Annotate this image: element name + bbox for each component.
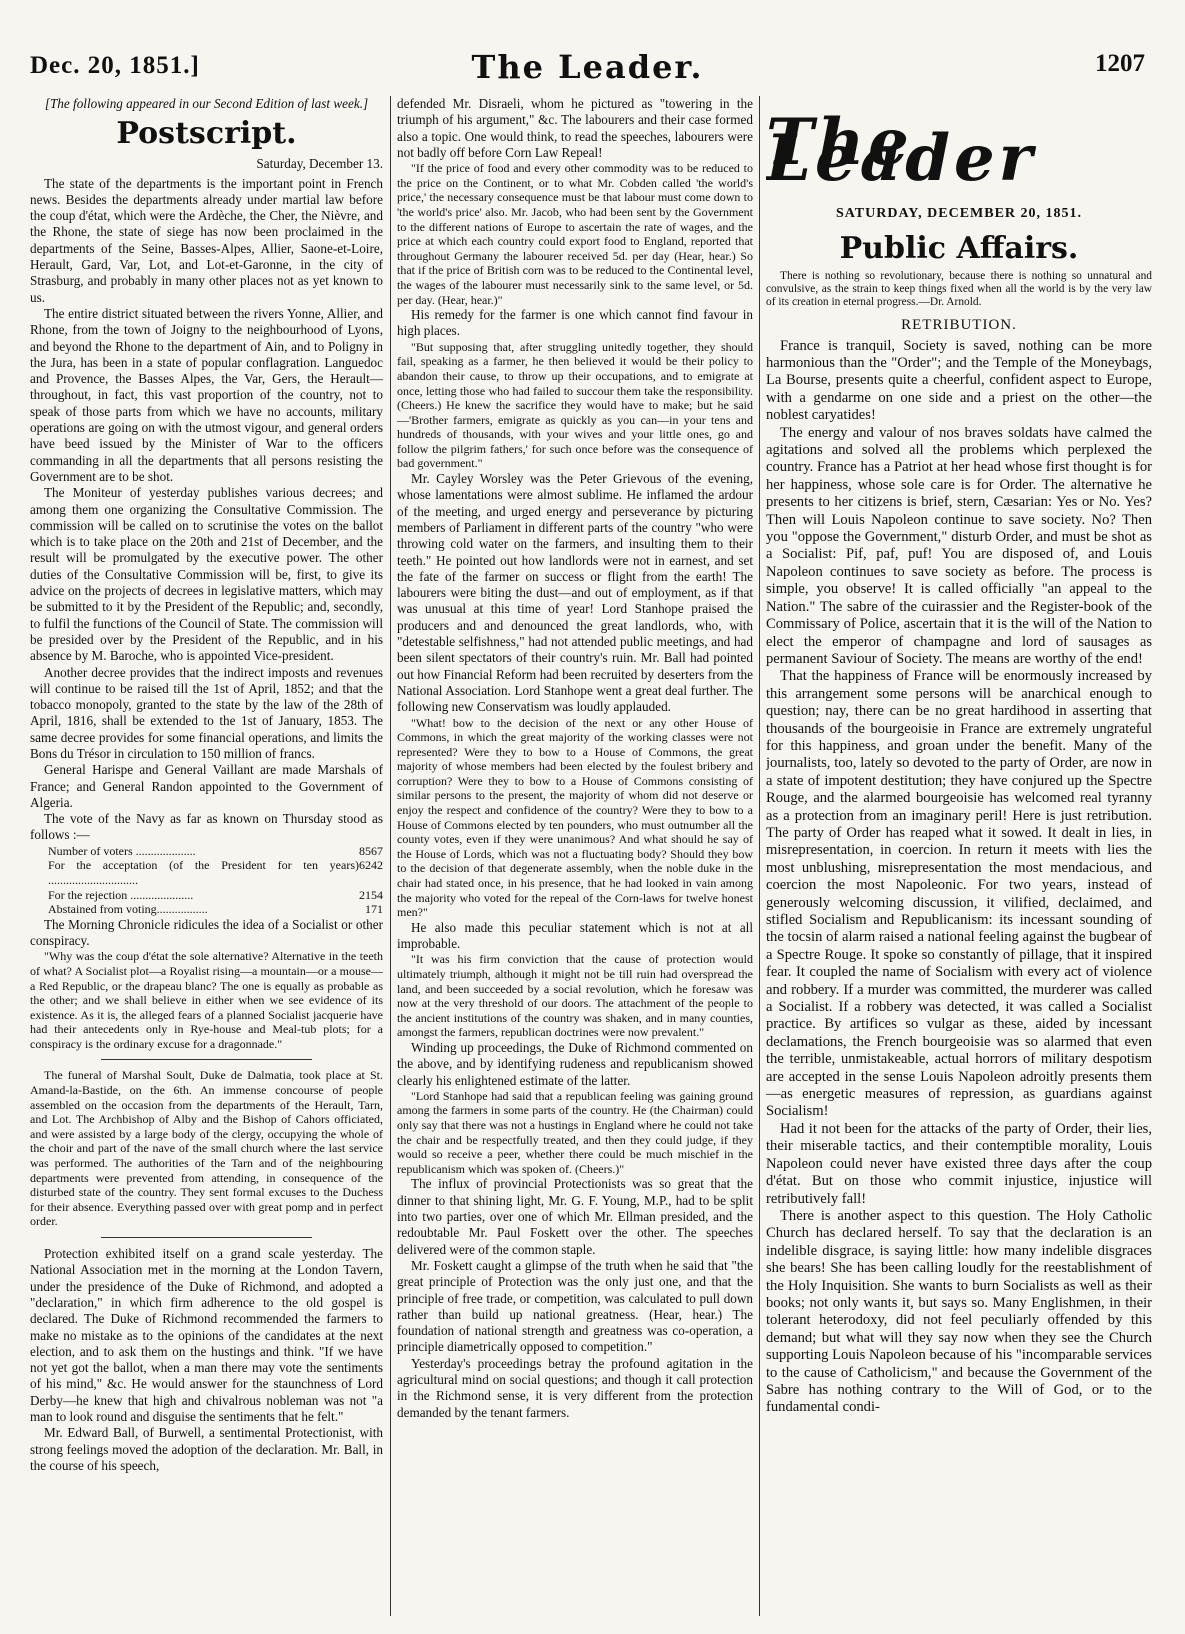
motto-quote: There is nothing so revolutionary, because there is nothing so unnatural and convulsive, as the strain to keep things fixed when all the world is by the very law of its creation in eternal progress.—Dr. Arnold. xyxy=(766,270,1152,309)
paragraph: Winding up proceedings, the Duke of Richmond commented on the above, and by identifying rudeness and republicanism showed clearly his enlightened estimate of the latter. xyxy=(397,1039,753,1088)
paragraph: The state of the departments is the important point in French news. Besides the departments already under martial law before the coup d'état, which were the Ardèche, the Cher, the Nièvre, and the Rhone, the state of siege has now been proclaimed in the departments of the Seine, Basses-Alpes, Allier, Saone-et-Loire, Herault, Gard, Var, Lot, and Lot-et-Garonne, in the city of Strasburg, and probably in many other places not as yet known to us. xyxy=(30,175,383,305)
quotation: "It was his firm conviction that the cause of protection would ultimately triumph, although it might not be till ruin had overspread the land, and been succeeded by a social revolution, which he foresaw was now at the very threshold of our doors. The attachment of the people to the ancient institutions of the country was shaken, and in many counties, amongst the farmers, republican doctrines were now prevalent." xyxy=(397,952,753,1040)
paragraph: The energy and valour of nos braves soldats have calmed the agitations and solved all the problems which perplexed the country. France has a Patriot at her head whose first thought is for her happiness, whose sole care is for Order. The alternative he presents to her citizens is brief, stern, Cæsarian: Yes or No. Yes? Then will Louis Napoleon continue to save society. No? Then you "oppose the Government," disturb Order, and must be shot as a Socialist: Pif, paf, puf! You are disposed of, and Louis Napoleon continues to save society as before. The process is simple, you observe! It is called officially "an appeal to the Nation." The sabre of the cuirassier and the Register-book of the Commissary of Police, ascertain that it is the will of the Nation to elect the emperor of champagne and lord of sausages as permanent Saviour of Society. The means are worthy of the end! xyxy=(766,424,1152,667)
section-divider xyxy=(101,1237,313,1238)
paragraph: Yesterday's proceedings betray the profound agitation in the agricultural mind on social questions; and though it call protection in the Richmond sense, it is very different from the protection demanded by the tenant farmers. xyxy=(397,1355,753,1420)
column-rule-2 xyxy=(759,96,760,1616)
column-3 xyxy=(766,96,1152,1616)
quotation: "Lord Stanhope had said that a republican feeling was gaining ground among the farmers in some parts of the country. He (the Chairman) could only say that there was not a hustings in England where he could not take the chair and be respectfully treated, and then they could judge, if they would so receive a peer, whether there could be much mischief in the republicanism which was spoken of. (Cheers.)" xyxy=(397,1088,753,1176)
navy-vote-table xyxy=(30,844,383,917)
postscript-dateline: Saturday, December 13. xyxy=(256,156,383,172)
article-heading: RETRIBUTION. xyxy=(901,317,1017,334)
leader-logo xyxy=(766,96,1152,206)
column-rule-1 xyxy=(390,96,391,1616)
section-divider xyxy=(101,1059,313,1060)
paragraph: That the happiness of France will be enormously increased by this arrangement some persons will be anarchical enough to question; nay, there can be no great hardihood in asserting that thousands of the bourgeoisie in France are extremely ungrateful for this happiness, and groan under the benefit. Many of the journalists, too, lately so devoted to the party of Order, are now in a state of impotent destitution; they have conjured up the Spectre Rouge, and the alarmed bourgeoisie has welcomed real tyranny as a protection from an imaginary peril! Here is just retribution. The party of Order has reaped what it sowed. It dealt in lies, in misrepresentation, in coercion. In return it meets with lies the most unblushing, misrepresentation the most mendacious, and coercion the most Napoleonic. For two years, instead of generously welcoming discussion, it vilified, declaimed, and stifled Socialism and Republicanism: its incessant sounding of the tocsin of alarm raised a national feeling against the bugbear of a Spectre Rouge. It spoke so constantly of pillage, that it inspired fear. It coupled the name of Socialism with every act of violence and robbery. If a murder was committed, the murderer was called a Socialist. If a robbery was detected, it was called a Socialist practice. By artifices so vulgar as these, aided by incessant declamations, the French bourgeoisie was so alarmed that even the terrible, unmistakeable, actual horrors of military despotism are accepted in the sense Louis Napoleon adroitly presents them—as energetic measures of repression, as guardians against Socialism! xyxy=(766,668,1152,1120)
masthead-title: The Leader. xyxy=(471,48,704,86)
quotation: "But supposing that, after struggling unitedly together, they should fail, speaking as a farmer, he then believed it would be their policy to abandon their cause, to throw up their occupations, and to emigrate at once, letting those who had failed to succour them take the responsibility. (Cheers.) He knew the sacrifice they would have to make; but he said—'Brother farmers, emigrate as quickly as you can—in your tens and hundreds of thousands, with your wives and your little ones, go and follow the pilgrim fathers,' for such once before was the consequence of bad government." xyxy=(397,339,753,471)
paragraph: The influx of provincial Protectionists was so great that the dinner to that shining light, Mr. G. F. Young, M.P., had to be split into two parties, over one of which Mr. Ellman presided, and the redoubtable Mr. Paul Foskett over the other. The speeches delivered were of the common staple. xyxy=(397,1176,753,1257)
vote-label: Abstained from voting................. xyxy=(48,902,208,917)
paragraph: The funeral of Marshal Soult, Duke de Dalmatia, took place at St. Amand-la-Bastide, on the 6th. An immense concourse of people assembled on the occasion from the departments of the Herault, Tarn, and Lot. The Archbishop of Alby and the Bishop of Cahors officiated, and were assisted by a large body of the clergy, occupying the whole of the choir and part of the nave of the small church where the last service was performed. The authorities of the Tarn and of the neighbouring departments were prevented from attending, in consequence of the disturbed state of the country. They sent formal excuses to the Duchess for their absence. Everything passed over with great pomp and in perfect order. xyxy=(30,1068,383,1229)
logo-text: The Leader xyxy=(766,104,1037,196)
leader-dateline: SATURDAY, DECEMBER 20, 1851. xyxy=(835,206,1083,221)
quotation: "Why was the coup d'état the sole alternative? Alternative in the teeth of what? A Socialist plot—a Royalist rising—a mountain—or a mouse—a Red Republic, or the drapeau blanc? The one is equally as probable as the other; and we shall believe in either when we see evidence of its existence. As it is, the alleged fears of a planned Socialist jacquerie have had their antecedents only in Rye-house and Meal-tub plots; for a conspiracy is the ordinary excuse for a dragonnade." xyxy=(30,949,383,1051)
paragraph: Another decree provides that the indirect imposts and revenues will continue to be raised till the 1st of April, 1852; and that the tobacco monopoly, granted to the state by the law of the 28th of April, 1816, shall be extended to the 1st of January, 1853. The same decree provides for some financial operations, and limits the Bons du Trésor in circulation to 150 million of francs. xyxy=(30,664,383,761)
paragraph: Mr. Foskett caught a glimpse of the truth when he said that "the great principle of Protection was the only just one, and that the principle of free trade, or competition, was calculated to pull down rather than build up national greatness. (Hear, hear.) The foundation of national strength and greatness was co-operation, a principle diametrically opposed to competition." xyxy=(397,1257,753,1355)
vote-value: 6242 xyxy=(359,858,383,873)
column-1 xyxy=(30,96,383,1616)
edition-note: [The following appeared in our Second Edition of last week.] xyxy=(44,96,369,111)
paragraph: Protection exhibited itself on a grand scale yesterday. The National Association met in the morning at the London Tavern, under the presidence of the Duke of Richmond, and adopted a "declaration," in which firm adherence to the old gospel is declared. The Duke of Richmond recommended the farmers to make no mistake as to the opinions of the candidates at the next election, and to ask them on the hustings and think. "If we have not yet got the ballot, when a man there may vote the sentiments of his mind," &c. He would answer for the staunchness of Lord Derby—he knew that high and chivalrous nobleman was not "a man to look round and disguise the sentiments that he felt." xyxy=(30,1246,383,1424)
vote-label: Number of voters .................... xyxy=(48,843,196,858)
vote-value: 8567 xyxy=(359,843,383,858)
quotation: "If the price of food and every other commodity was to be reduced to the price on the Continent, or to what Mr. Cobden called 'the world's price,' the necessary consequence must be that labour must come down to 'the world's price' also. Mr. Jacob, who had been sent by the Government to the different nations of Europe to ascertain the rate of wages, and the price at which each country could export food to England, reported that throughout Germany the labourer received 5d. per day (Hear, hear.) So that if the price of British corn was to be reduced to the Continental level, the wages of the labourer must necessarily sink to the same level, or 5d. per day. (Hear, hear.)" xyxy=(397,161,753,307)
paragraph: His remedy for the farmer is one which cannot find favour in high places. xyxy=(397,307,753,339)
paragraph: Mr. Edward Ball, of Burwell, a sentimental Protectionist, with strong feelings moved the adoption of the declaration. Mr. Ball, in the course of his speech, xyxy=(30,1425,383,1473)
vote-label: For the rejection ..................... xyxy=(48,887,194,902)
paragraph: There is another aspect to this question. The Holy Catholic Church has declared herself. To say that the declaration is an indelible disgrace, is saying little: how many indelible disgraces she bears! She has been calling loudly for the reestablishment of the Holy Inquisition. She wants to burn Socialists as well as their books; not only wants it, but says so. Many Englishmen, in their tolerant heterodoxy, did not feel peculiarly offended by this demand; but what will they say now when they see the Church supporting Louis Napoleon because of his "incomparable services to the cause of Catholicism," and because the Government of the Sabre has nothing contrary to the Will of God, or to the fundamental condi- xyxy=(766,1207,1152,1416)
issue-date: Dec. 20, 1851.] xyxy=(30,52,200,79)
quotation: "What! bow to the decision of the next or any other House of Commons, in which the great majority of the working classes were not represented? Were they to bow to a House of Commons, the great majority of whose members had been elected by the foulest bribery and corruption? Were they to bow to a House of Commons consisting of similar persons to the present, the majority of whom did not deserve or enjoy the respect and confidence of the country? Were they to bow to a House of Commons elected by ten pounders, who must outnumber all the county votes, even if they were unanimous? And what should he say of the House of Lords, which was not a fluctuating body? Should they bow to the decision of that degenerate assembly, when the noble duke in the chair had stated once, in his presence, that he had looked in vain among the majority who voted for the repeal of the Corn-laws for twelve honest men?" xyxy=(397,715,753,920)
paragraph: The Morning Chronicle ridicules the idea of a Socialist or other conspiracy. xyxy=(30,916,383,949)
paragraph: General Harispe and General Vaillant are made Marshals of France; and General Randon appointed to the Government of Algeria. xyxy=(30,762,383,810)
page-number: 1207 xyxy=(1095,50,1145,77)
vote-value: 2154 xyxy=(359,887,383,902)
vote-value: 171 xyxy=(365,902,383,917)
paragraph: He also made this peculiar statement which is not at all improbable. xyxy=(397,919,753,952)
paragraph: The entire district situated between the rivers Yonne, Allier, and Rhone, from the town of Joigny to the neighbourhood of Lyons, and beyond the Rhone to the department of Ain, and to Poligny in the Jura, has been in a state of popular conflagration. Languedoc and Provence, the Basses Alpes, the Var, Gers, the Herault—throughout, in fact, this vast proportion of the country, not to speak of those parts from which we have no accounts, military operations are going on with the utmost vigour, and general orders have beed issued by the Minister of War to the officers commanding in all the departments that all persons resisting the Government are to be shot. xyxy=(30,305,383,484)
paragraph: defended Mr. Disraeli, whom he pictured as "towering in the triumph of his argument," &c. The labourers and their case formed also a topic. One would think, to read the speeches, labourers were not badly off before Corn Law Repeal! xyxy=(397,96,753,160)
postscript-title: Postscript. xyxy=(116,116,297,152)
paragraph: Mr. Cayley Worsley was the Peter Grievous of the evening, whose lamentations were almost sublime. He inflamed the ardour of the meeting, and urged energy and perseverance by picturing members of Parliament in different parts of the country "who were throwing cold water on the farmers, and insulting them to their teeth." He pointed out how landlords were not in earnest, and set the fate of the farmer on success or flight from the earth! The labourers were biting the dust—and out of employment, as if that was unusual at this time of year! Lord Stanhope praised the producers and and denounced the great landlords, who, with "detestable selfishness," had not attended public meetings, and had been silent spectators of their country's ruin. Mr. Ball had pointed out how Financial Reform had been recruited by deserters from the National Association. Lord Stanhope went a great deal further. The following new Conservatism was loudly applauded. xyxy=(397,471,753,715)
page-header xyxy=(30,46,1145,86)
paragraph: France is tranquil, Society is saved, nothing can be more harmonious than the "Order"; and the Temple of the Moneybags, La Bourse, presents quite a cheerful, confident aspect to Europe, with a gendarme on one side and a priest on the other—the noblest caryatides! xyxy=(766,337,1152,424)
paragraph: The vote of the Navy as far as known on Thursday stood as follows :— xyxy=(30,811,383,843)
paragraph: Had it not been for the attacks of the party of Order, their lies, their miserable tactics, and their contemptible morality, Louis Napoleon could never have existed three days after the coup d'état. But on those who commit injustice, injustice will retributively fall! xyxy=(766,1120,1152,1207)
column-2 xyxy=(397,96,753,1616)
vote-label: For the acceptation (of the President for ten years) .............................. xyxy=(48,858,359,887)
paragraph: The Moniteur of yesterday publishes various decrees; and among them one organizing the Consultative Commission. The commission will be called on to scrutinise the votes on the ballot which is to take place on the 20th and 21st of December, and the result will be promulgated by the executive power. The other duties of the Consultative Commission will be, first, to give its advice on the projects of decrees in legislative matters, which may be submitted to it by the President of the Republic; and, secondly, to fulfil the functions of the Council of State. The commission will be presided over by the President of the Republic, and in his absence by M. Baroche, who is appointed Vice-president. xyxy=(30,485,383,664)
section-title: Public Affairs. xyxy=(839,231,1079,267)
